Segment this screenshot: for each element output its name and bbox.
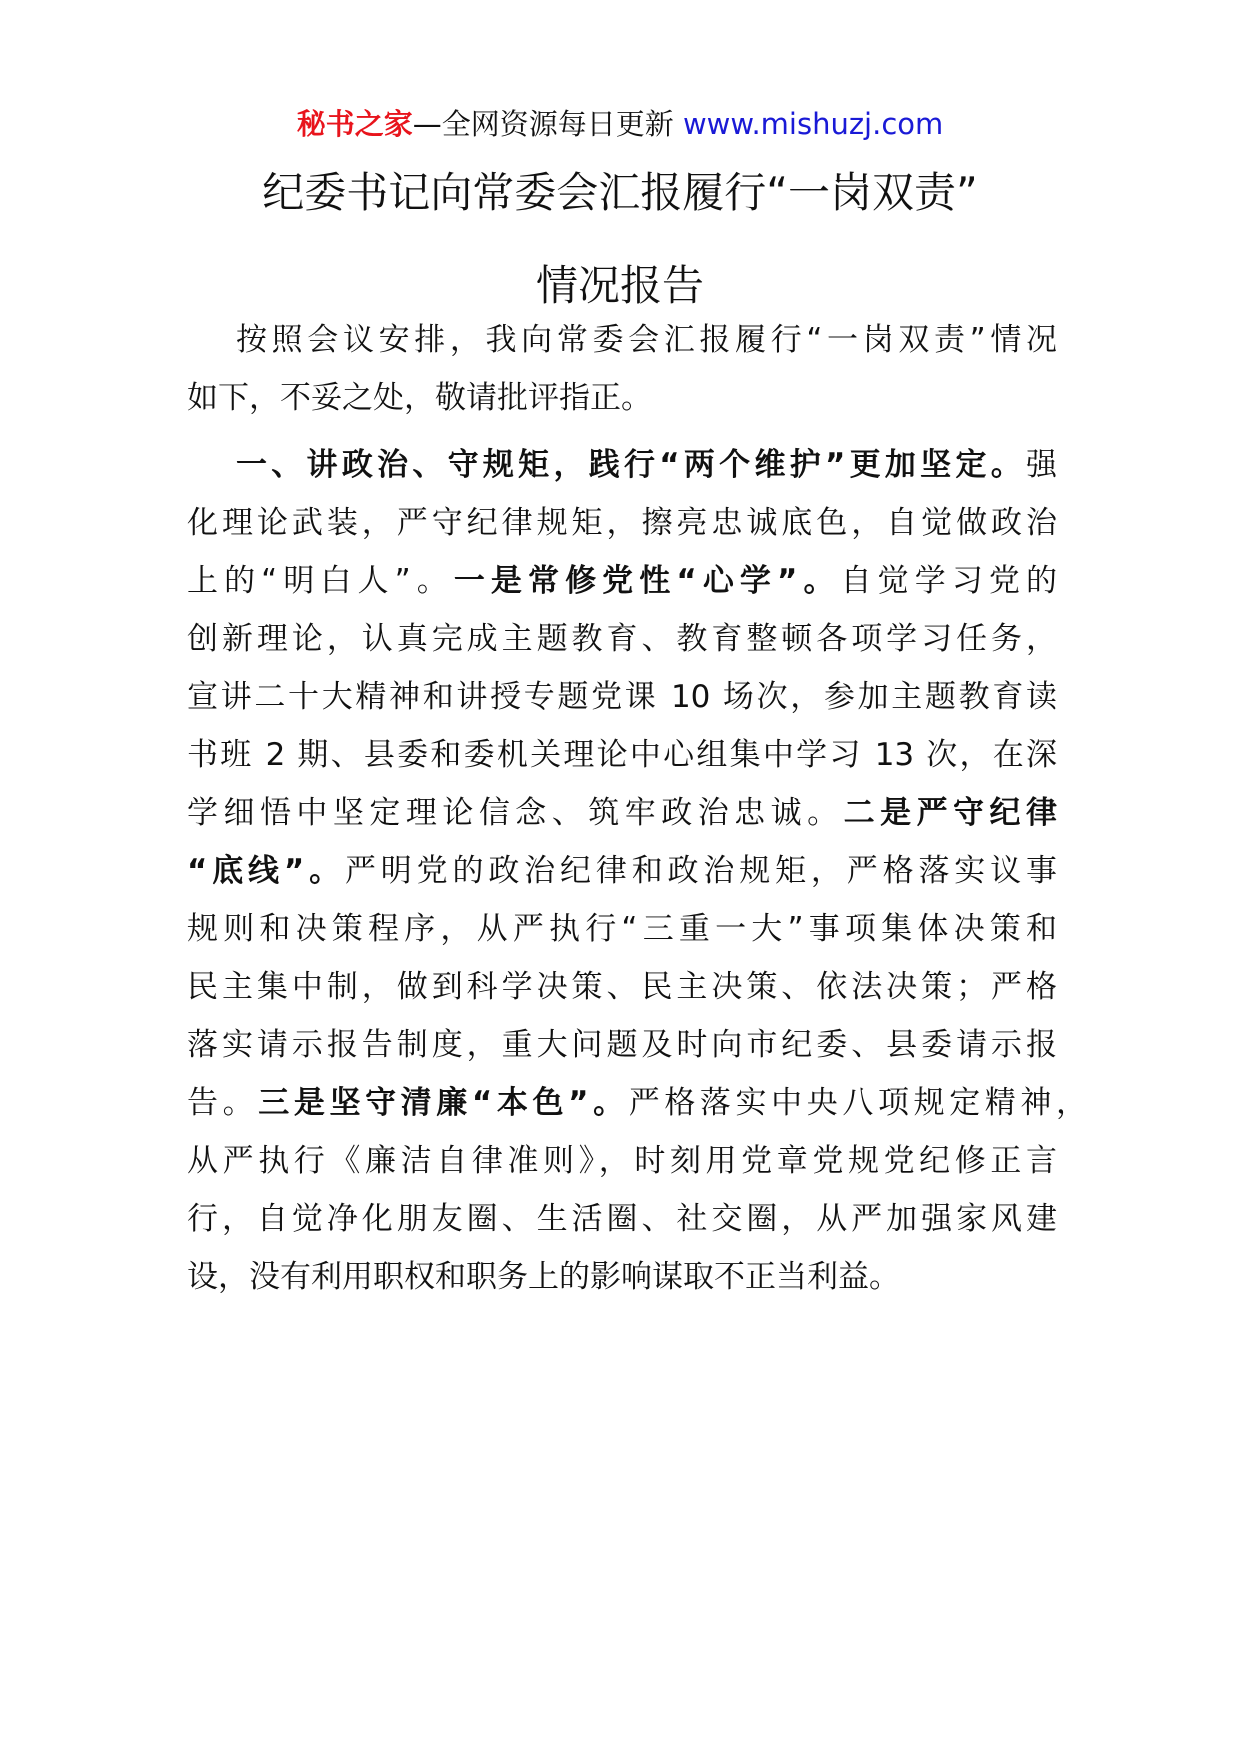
section1-line-4: 创新理论，认真完成主题教育、教育整顿各项学习任务， (187, 621, 1057, 657)
section1-line-7 (187, 791, 1057, 835)
section1-line-12 (187, 1081, 1087, 1125)
section1-text: 上的“明白人”。 (187, 563, 454, 599)
section1-text: 强 (1026, 447, 1057, 483)
document-title-line-2: 情况报告 (535, 261, 704, 310)
section1-line-11: 落实请示报告制度，重大问题及时向市纪委、县委请示报 (187, 1027, 1057, 1063)
section1-text: 严格落实中央八项规定精神， (628, 1085, 1088, 1121)
site-url-link[interactable]: www.mishuzj.com (682, 107, 944, 141)
subpoint-1-heading: 一是常修党性“心学”。 (453, 563, 841, 599)
section1-line-8 (187, 849, 1057, 893)
section1-text: 告。 (187, 1085, 259, 1121)
section1-line-9: 规则和决策程序，从严执行“三重一大”事项集体决策和 (187, 911, 1057, 947)
section1-line-15: 设，没有利用职权和职务上的影响谋取不正当利益。 (187, 1259, 900, 1295)
section1-line-13: 从严执行《廉洁自律准则》，时刻用党章党规党纪修正言 (187, 1143, 1057, 1179)
section1-line-10: 民主集中制，做到科学决策、民主决策、依法决策；严格 (187, 969, 1057, 1005)
intro-line-1: 按照会议安排，我向常委会汇报履行“一岗双责”情况 (236, 322, 1057, 358)
section1-line-1 (236, 443, 1057, 487)
section1-text: 严明党的政治纪律和政治规矩，严格落实议事 (344, 853, 1057, 889)
section1-line-2: 化理论武装，严守纪律规矩，擦亮忠诚底色，自觉做政治 (187, 505, 1057, 541)
intro-line-2: 如下，不妥之处，敬请批评指正。 (187, 380, 652, 416)
section1-line-6: 书班 2 期、县委和委机关理论中心组集中学习 13 次，在深 (187, 737, 1057, 773)
document-title-line-1: 纪委书记向常委会汇报履行“一岗双责” (262, 168, 978, 217)
subpoint-3-heading: 三是坚守清廉“本色”。 (258, 1085, 629, 1121)
site-brand: 秘书之家 (296, 107, 413, 141)
subpoint-2-heading-cont: “底线”。 (187, 853, 345, 889)
section1-text: 自觉学习党的 (840, 563, 1058, 599)
section1-heading: 一、讲政治、守规矩，践行“两个维护”更加坚定。 (236, 447, 1026, 483)
site-tagline: —全网资源每日更新 (412, 107, 683, 141)
section1-text: 学细悟中坚定理论信念、筑牢政治忠诚。 (187, 795, 844, 831)
section1-line-5: 宣讲二十大精神和讲授专题党课 10 场次，参加主题教育读 (187, 679, 1057, 715)
section1-line-3 (187, 559, 1057, 603)
site-header (0, 104, 1240, 144)
subpoint-2-heading: 二是严守纪律 (843, 795, 1058, 831)
section1-line-14: 行，自觉净化朋友圈、生活圈、社交圈，从严加强家风建 (187, 1201, 1057, 1237)
